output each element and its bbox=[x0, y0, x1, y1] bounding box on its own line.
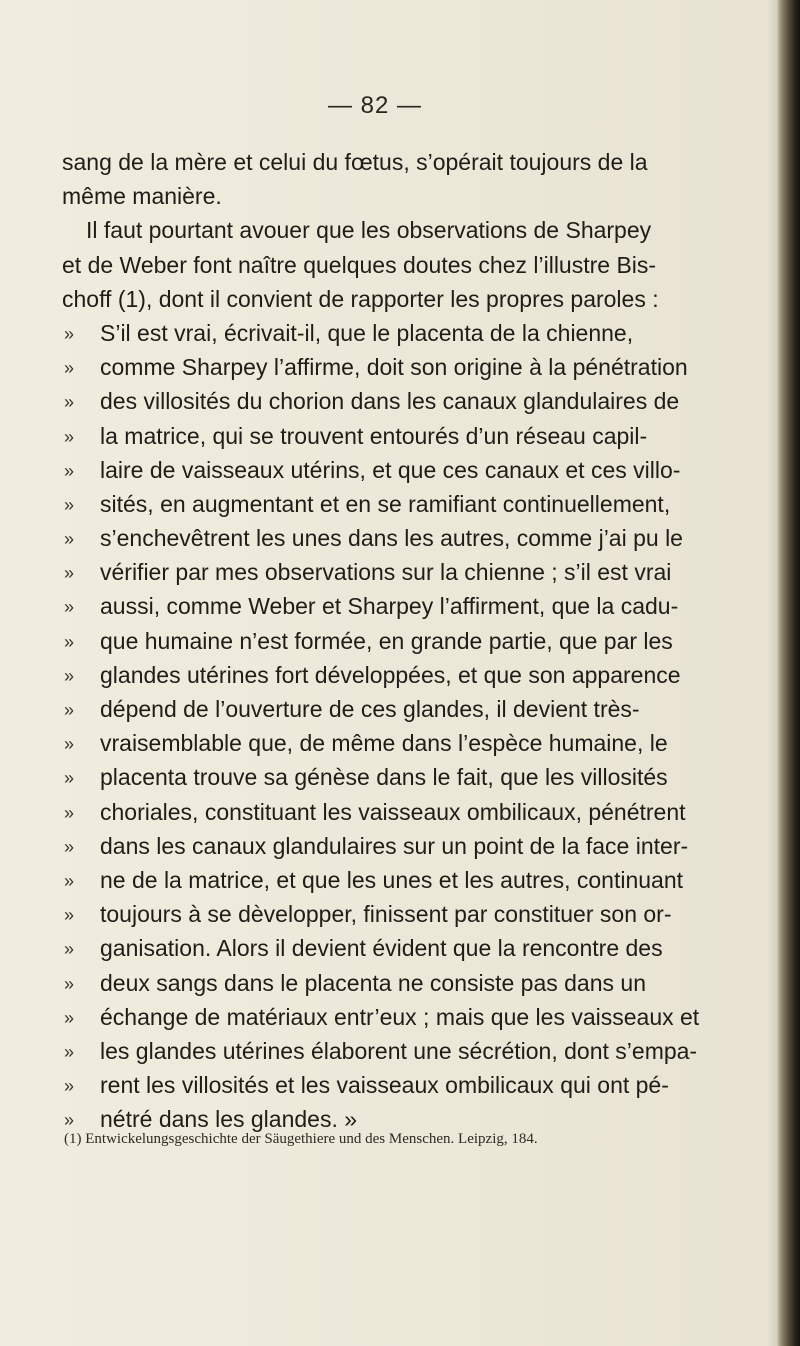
text-line bbox=[62, 658, 714, 692]
line-text: et de Weber font naître quelques doutes chez l’illustre Bis- bbox=[62, 251, 657, 278]
line-text: glandes utérines fort développées, et que son apparence bbox=[100, 661, 681, 688]
text-line bbox=[62, 931, 714, 965]
text-line bbox=[62, 453, 714, 487]
text-line bbox=[62, 966, 714, 1000]
line-text: toujours à se dèvelopper, finissent par constituer son or- bbox=[100, 901, 672, 928]
quote-mark: » bbox=[64, 973, 75, 994]
quote-mark: » bbox=[64, 460, 75, 481]
quote-mark: » bbox=[64, 631, 75, 652]
text-line bbox=[62, 555, 714, 589]
quote-mark: » bbox=[64, 1007, 75, 1028]
text-line bbox=[62, 1000, 714, 1034]
line-text: ganisation. Alors il devient évident que la rencontre des bbox=[100, 935, 663, 962]
quote-mark: » bbox=[64, 529, 75, 550]
footnote: (1) Entwickelungsgeschichte der Säugethiere und des Menschen. Leipzig, 184. bbox=[64, 1131, 538, 1147]
text-line bbox=[62, 179, 714, 213]
line-text: ne de la matrice, et que les unes et les autres, continuant bbox=[100, 866, 684, 893]
quote-mark: » bbox=[64, 1041, 75, 1062]
quote-mark: » bbox=[64, 802, 75, 823]
line-text: vraisemblable que, de même dans l’espèce humaine, le bbox=[100, 730, 668, 757]
line-text: comme Sharpey l’affirme, doit son origine à la pénétration bbox=[100, 354, 688, 381]
line-text: nétré dans les glandes. » bbox=[100, 1106, 358, 1133]
text-line bbox=[62, 316, 714, 350]
page-edge-shadow bbox=[778, 0, 800, 1346]
text-line bbox=[62, 726, 714, 760]
quote-mark: » bbox=[64, 392, 75, 413]
line-text: sités, en augmentant et en se ramifiant continuellement, bbox=[100, 490, 671, 517]
text-line bbox=[62, 624, 714, 658]
line-text: S’il est vrai, écrivait-il, que le placenta de la chienne, bbox=[100, 319, 634, 346]
line-text: vérifier par mes observations sur la chienne ; s’il est vrai bbox=[100, 559, 672, 586]
line-text: s’enchevêtrent les unes dans les autres, comme j’ai pu le bbox=[100, 525, 683, 552]
quote-mark: » bbox=[64, 734, 75, 755]
line-text: les glandes utérines élaborent une sécrétion, dont s’empa- bbox=[100, 1037, 698, 1064]
line-text: rent les villosités et les vaisseaux ombilicaux qui ont pé- bbox=[100, 1072, 669, 1099]
quote-mark: » bbox=[64, 700, 75, 720]
line-text: la matrice, qui se trouvent entourés d’un réseau capil- bbox=[100, 422, 648, 449]
line-text: aussi, comme Weber et Sharpey l’affirment, que la cadu- bbox=[100, 593, 679, 620]
text-line bbox=[62, 350, 714, 384]
quote-mark: » bbox=[64, 563, 75, 584]
text-line bbox=[62, 795, 714, 829]
text-line bbox=[62, 282, 714, 316]
line-text: laire de vaisseaux utérins, et que ces canaux et ces villo- bbox=[100, 456, 681, 483]
text-line bbox=[62, 521, 714, 555]
text-line bbox=[62, 487, 714, 521]
quote-mark: » bbox=[64, 1110, 75, 1131]
text-line bbox=[62, 213, 714, 247]
text-line bbox=[62, 863, 714, 897]
quote-mark: » bbox=[64, 426, 75, 447]
text-line bbox=[62, 897, 714, 931]
line-text: dépend de l’ouverture de ces glandes, il devient très- bbox=[100, 696, 640, 722]
quote-mark: » bbox=[64, 494, 75, 515]
line-text: deux sangs dans le placenta ne consiste pas dans un bbox=[100, 969, 646, 996]
line-text: Il faut pourtant avouer que les observations de Sharpey bbox=[86, 217, 652, 244]
line-text: dans les canaux glandulaires sur un point de la face inter- bbox=[100, 832, 689, 859]
quote-mark: » bbox=[64, 665, 75, 686]
body-text bbox=[62, 145, 714, 1136]
text-line bbox=[62, 248, 714, 282]
quote-mark: » bbox=[64, 768, 75, 789]
text-line bbox=[62, 1068, 714, 1102]
quote-mark: » bbox=[64, 597, 75, 618]
text-line bbox=[62, 829, 714, 863]
quote-mark: » bbox=[64, 358, 75, 379]
text-line bbox=[62, 1034, 714, 1068]
quote-mark: » bbox=[64, 905, 75, 926]
text-line bbox=[62, 145, 714, 179]
text-line bbox=[62, 384, 714, 418]
line-text: placenta trouve sa génèse dans le fait, que les villosités bbox=[100, 764, 668, 791]
text-line bbox=[62, 419, 714, 453]
line-text: choriales, constituant les vaisseaux ombilicaux, pénétrent bbox=[100, 798, 686, 825]
line-text: échange de matériaux entr’eux ; mais que les vaisseaux et bbox=[100, 1003, 700, 1030]
text-line bbox=[62, 589, 714, 623]
quote-mark: » bbox=[64, 870, 75, 891]
line-text: choff (1), dont il convient de rapporter les propres paroles : bbox=[62, 285, 659, 312]
quote-mark: » bbox=[64, 323, 75, 344]
line-text: même manière. bbox=[62, 183, 222, 210]
line-text: que humaine n’est formée, en grande partie, que par les bbox=[100, 627, 673, 654]
quote-mark: » bbox=[64, 939, 75, 960]
quote-mark: » bbox=[64, 1076, 75, 1097]
quote-mark: » bbox=[64, 836, 75, 857]
line-text: des villosités du chorion dans les canaux glandulaires de bbox=[100, 388, 680, 415]
page-number: — 82 — bbox=[327, 92, 423, 119]
text-line bbox=[62, 760, 714, 794]
text-line bbox=[62, 692, 714, 726]
line-text: sang de la mère et celui du fœtus, s’opérait toujours de la bbox=[62, 149, 648, 175]
